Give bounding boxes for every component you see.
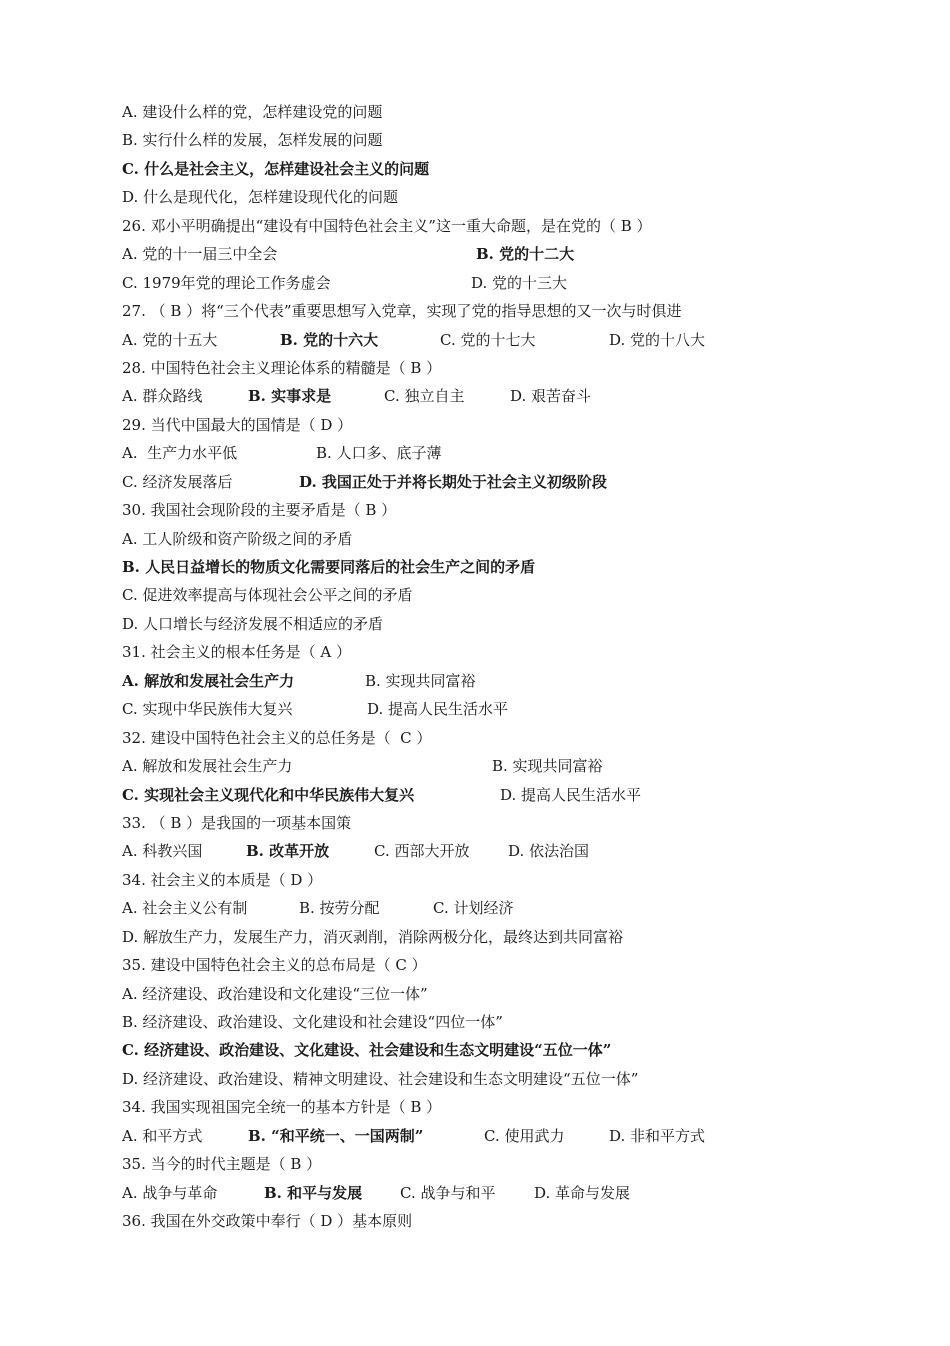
option-text: C. 西部大开放 bbox=[374, 842, 470, 861]
option-text: A. 和平方式 bbox=[122, 1126, 203, 1145]
text-line bbox=[122, 240, 842, 268]
option-text: A. 生产力水平低 bbox=[122, 444, 238, 463]
text-line: 35. 建设中国特色社会主义的总布局是（ C ） bbox=[122, 956, 427, 975]
option-text: B. 改革开放 bbox=[246, 842, 330, 861]
text-line bbox=[122, 837, 842, 865]
option-text: C. 实现中华民族伟大复兴 bbox=[122, 700, 293, 719]
option-text: C. 1979年党的理论工作务虚会 bbox=[122, 273, 331, 292]
option-text: B. 和平与发展 bbox=[264, 1183, 363, 1202]
option-text: D. 依法治国 bbox=[508, 842, 590, 861]
text-line bbox=[122, 1179, 842, 1207]
text-line: 31. 社会主义的根本任务是（ A ） bbox=[122, 643, 351, 662]
text-line: D. 人口增长与经济发展不相适应的矛盾 bbox=[122, 614, 384, 633]
option-text: D. 党的十三大 bbox=[471, 273, 568, 292]
option-text: B. 人口多、底子薄 bbox=[316, 444, 442, 463]
text-line: C. 促进效率提高与体现社会公平之间的矛盾 bbox=[122, 586, 413, 605]
option-text: B. “和平统一、一国两制” bbox=[248, 1126, 424, 1145]
text-line bbox=[122, 269, 842, 297]
option-text: D. 提高人民生活水平 bbox=[500, 785, 642, 804]
text-line bbox=[122, 468, 842, 496]
option-text: A. 科教兴国 bbox=[122, 842, 203, 861]
text-line: D. 解放生产力，发展生产力，消灭剥削，消除两极分化，最终达到共同富裕 bbox=[122, 927, 624, 946]
text-line: B. 实行什么样的发展，怎样发展的问题 bbox=[122, 131, 383, 150]
option-text: C. 战争与和平 bbox=[400, 1183, 496, 1202]
text-line: 35. 当今的时代主题是（ B ） bbox=[122, 1155, 322, 1174]
text-line: A. 建设什么样的党，怎样建设党的问题 bbox=[122, 103, 383, 121]
option-text: A. 群众路线 bbox=[122, 387, 203, 406]
text-line: 28. 中国特色社会主义理论体系的精髓是（ B ） bbox=[122, 358, 442, 377]
document-body bbox=[122, 98, 842, 1236]
option-text: A. 解放和发展社会生产力 bbox=[122, 757, 293, 776]
option-text: C. 党的十七大 bbox=[440, 330, 536, 349]
option-text: A. 党的十一届三中全会 bbox=[122, 245, 278, 264]
text-line bbox=[122, 894, 842, 922]
text-line: A. 工人阶级和资产阶级之间的矛盾 bbox=[122, 529, 353, 548]
text-line: 30. 我国社会现阶段的主要矛盾是（ B ） bbox=[122, 501, 397, 520]
text-line bbox=[122, 667, 842, 695]
text-line bbox=[122, 1122, 842, 1150]
option-text: B. 实现共同富裕 bbox=[492, 757, 603, 776]
text-line: 33. （ B ）是我国的一项基本国策 bbox=[122, 813, 352, 832]
text-line: 36. 我国在外交政策中奉行（ D ）基本原则 bbox=[122, 1212, 413, 1231]
text-line bbox=[122, 382, 842, 410]
option-text: B. 实事求是 bbox=[248, 387, 332, 406]
text-line: D. 什么是现代化，怎样建设现代化的问题 bbox=[122, 188, 399, 207]
option-text: D. 提高人民生活水平 bbox=[367, 700, 509, 719]
text-line: B. 人民日益增长的物质文化需要同落后的社会生产之间的矛盾 bbox=[122, 558, 536, 576]
option-text: D. 非和平方式 bbox=[609, 1126, 706, 1145]
text-line: 26. 邓小平明确提出“建设有中国特色社会主义”这一重大命题，是在党的（ B ） bbox=[122, 216, 652, 235]
option-text: B. 党的十二大 bbox=[476, 245, 575, 264]
text-line bbox=[122, 326, 842, 354]
text-line: 32. 建设中国特色社会主义的总任务是（ C ） bbox=[122, 728, 432, 747]
option-text: A. 解放和发展社会生产力 bbox=[122, 671, 295, 690]
option-text: D. 革命与发展 bbox=[534, 1183, 631, 1202]
text-line: A. 经济建设、政治建设和文化建设“三位一体” bbox=[122, 984, 428, 1003]
text-line bbox=[122, 752, 842, 780]
option-text: C. 使用武力 bbox=[484, 1126, 565, 1145]
text-line: 27. （ B ）将“三个代表”重要思想写入党章，实现了党的指导思想的又一次与时俱进 bbox=[122, 302, 682, 321]
text-line: 29. 当代中国最大的国情是（ D ） bbox=[122, 415, 353, 434]
option-text: D. 党的十八大 bbox=[609, 330, 706, 349]
option-text: B. 按劳分配 bbox=[299, 899, 380, 918]
option-text: C. 经济发展落后 bbox=[122, 472, 233, 491]
option-text: D. 我国正处于并将长期处于社会主义初级阶段 bbox=[299, 472, 607, 491]
text-line: C. 经济建设、政治建设、文化建设、社会建设和生态文明建设“五位一体” bbox=[122, 1041, 612, 1060]
text-line: 34. 我国实现祖国完全统一的基本方针是（ B ） bbox=[122, 1098, 442, 1117]
text-line: 34. 社会主义的本质是（ D ） bbox=[122, 870, 323, 889]
option-text: B. 实现共同富裕 bbox=[365, 671, 476, 690]
option-text: A. 社会主义公有制 bbox=[122, 899, 248, 918]
option-text: C. 独立自主 bbox=[384, 387, 465, 406]
text-line bbox=[122, 439, 842, 467]
option-text: A. 战争与革命 bbox=[122, 1183, 218, 1202]
option-text: B. 党的十六大 bbox=[280, 330, 379, 349]
text-line: D. 经济建设、政治建设、精神文明建设、社会建设和生态文明建设“五位一体” bbox=[122, 1069, 639, 1088]
text-line bbox=[122, 695, 842, 723]
text-line: B. 经济建设、政治建设、文化建设和社会建设“四位一体” bbox=[122, 1013, 503, 1031]
option-text: A. 党的十五大 bbox=[122, 330, 218, 349]
option-text: D. 艰苦奋斗 bbox=[510, 387, 592, 406]
option-text: C. 实现社会主义现代化和中华民族伟大复兴 bbox=[122, 785, 415, 804]
text-line bbox=[122, 781, 842, 809]
text-line: C. 什么是社会主义，怎样建设社会主义的问题 bbox=[122, 159, 430, 178]
option-text: C. 计划经济 bbox=[433, 899, 514, 918]
